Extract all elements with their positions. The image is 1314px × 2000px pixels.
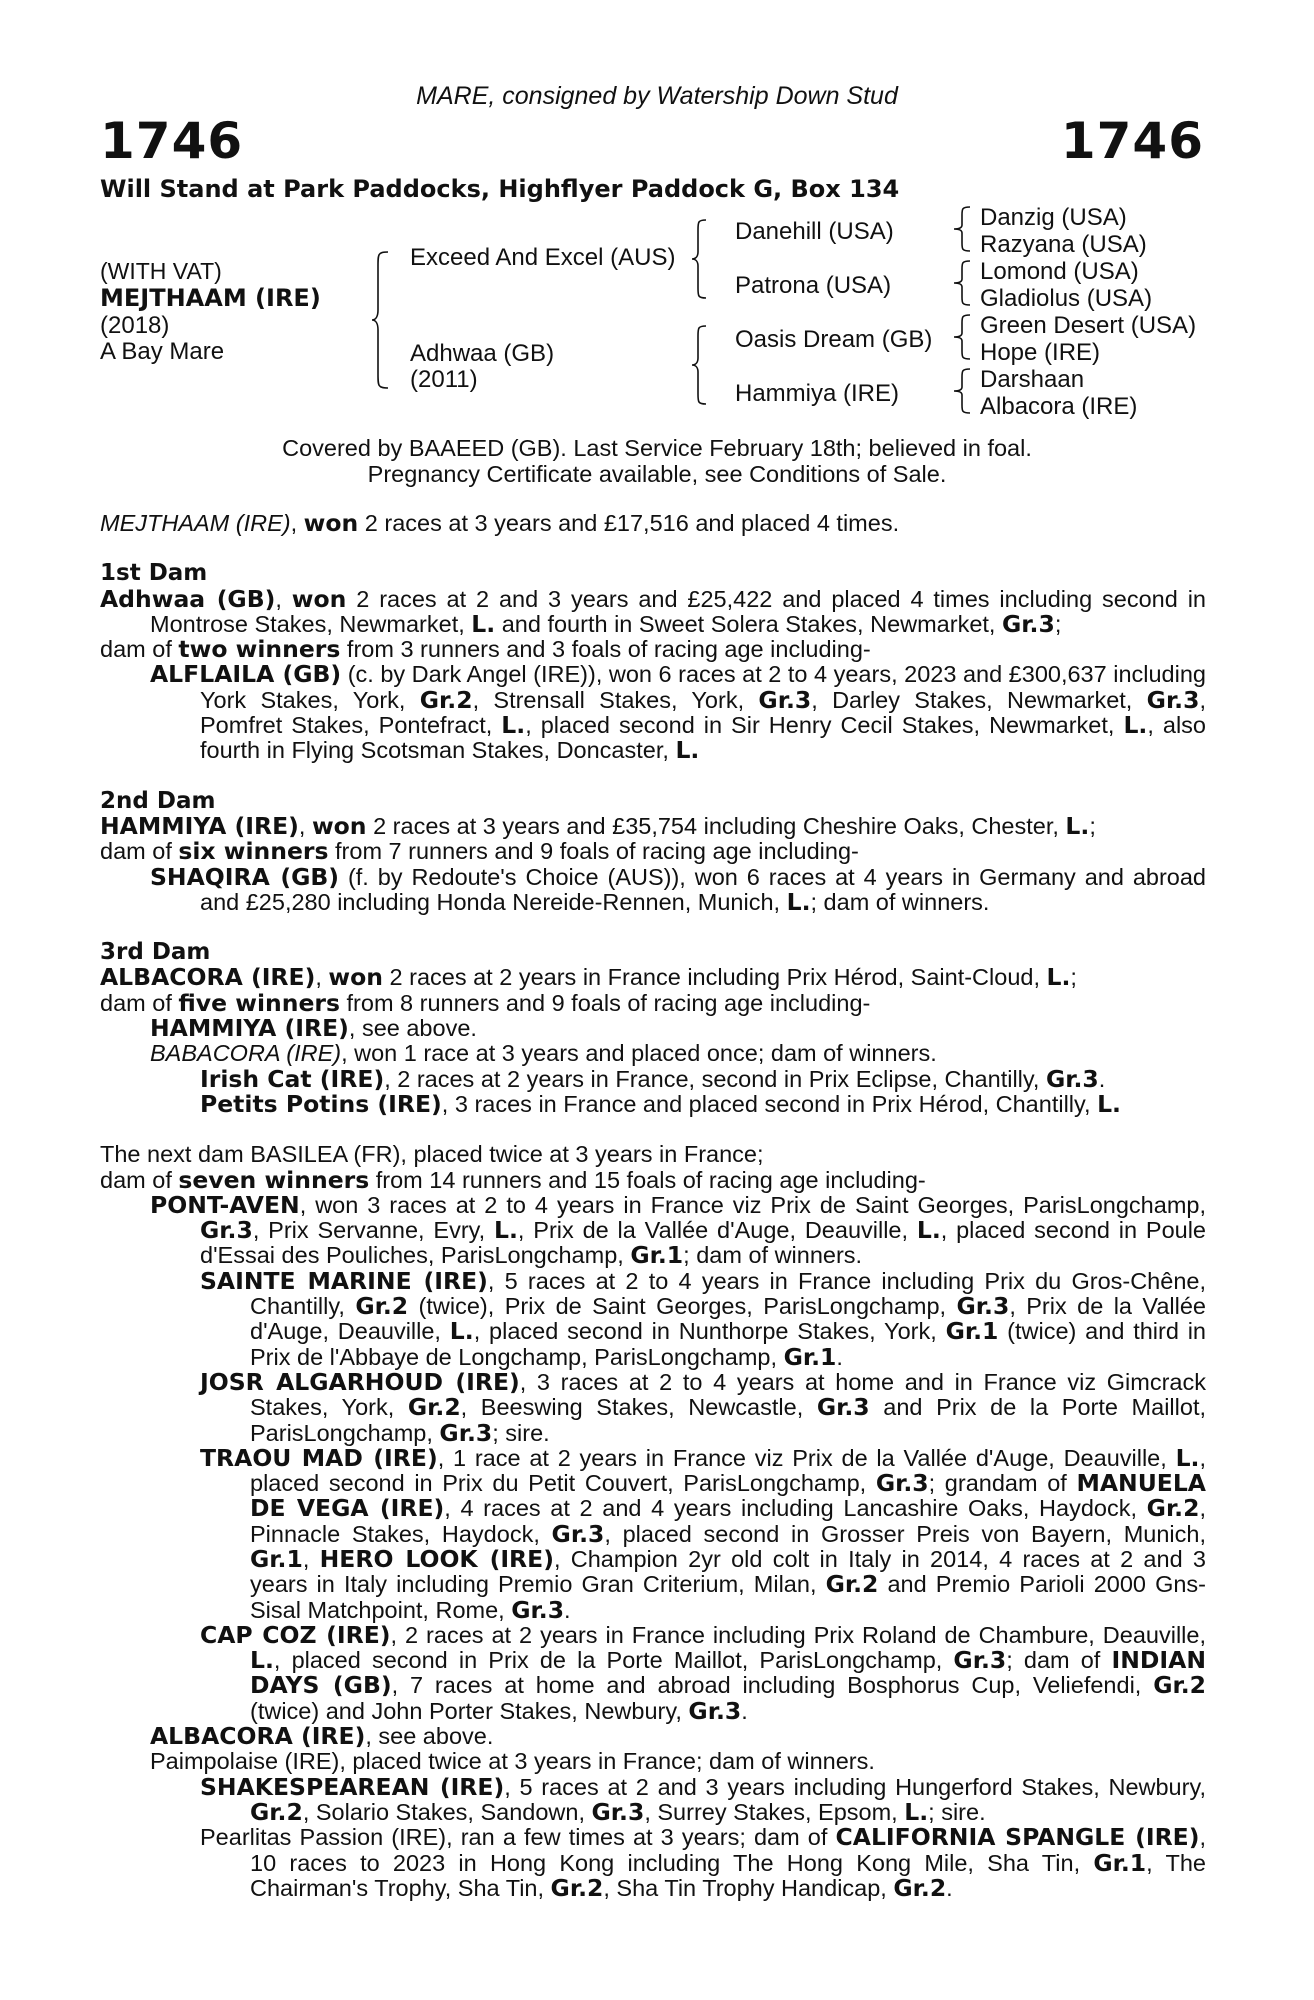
third-dam-record: ALBACORA (IRE), won 2 races at 2 years in France including Prix Hérod, Saint-Cloud, L.;: [100, 963, 1077, 992]
lot-number-left: 1746: [100, 112, 244, 170]
next-dam-intro: The next dam BASILEA (FR), placed twice at 3 years in France;: [100, 1141, 764, 1168]
summary-name: MEJTHAAM (IRE): [100, 510, 291, 536]
progeny-shaqira: SHAQIRA (GB) (f. by Redoute's Choice (AUS)), won 6 races at 4 years in Germany and abroad and £25,280 including Honda Nereide-Rennen, Munich, L.; dam of winners.: [150, 862, 1206, 916]
horse-summary: MEJTHAAM (IRE), won 2 races at 3 years and £17,516 and placed 4 times.: [100, 509, 900, 537]
stand-location: Will Stand at Park Paddocks, Highflyer Paddock G, Box 134: [100, 175, 900, 203]
gen3-dss: Green Desert (USA): [980, 312, 1197, 339]
dam-name: Adhwaa (GB): [410, 340, 555, 367]
gen3-sds: Lomond (USA): [980, 258, 1139, 285]
progeny-cap-coz: CAP COZ (IRE), 2 races at 2 years in France including Prix Roland de Chambure, Deauville, L., placed second in Prix de la Porte Maillot, ParisLongchamp, Gr.3; dam of INDIAN DAYS (GB), 7 races at home and abroad including Bosphorus Cup, Veliefendi, Gr.2 (twice) and John Porter Stakes, Newbury, Gr.3.: [200, 1620, 1207, 1725]
sire-sire: Danehill (USA): [735, 218, 894, 245]
pedigree-brace-dd: [952, 367, 974, 415]
progeny-traou-mad: TRAOU MAD (IRE), 1 race at 2 years in France viz Prix de la Vallée d'Auge, Deauville, L., placed second in Prix du Petit Couvert, ParisLongchamp, Gr.3; grandam of MANUELA DE VEGA (IRE), 4 races at 2 and 4 years including Lancashire Oaks, Haydock, Gr.2, Pinnacle Stakes, Haydock, Gr.3, placed second in Grosser Preis von Bayern, Munich, Gr.1, HERO LOOK (IRE), Champion 2yr old colt in Italy in 2014, 4 races at 2 and 3 years in Italy including Premio Gran Criterium, Milan, Gr.2 and Premio Parioli 2000 Gns-Sisal Matchpoint, Rome, Gr.3.: [200, 1443, 1206, 1624]
pedigree-brace-dam: [690, 324, 710, 406]
first-dam-record: Adhwaa (GB), won 2 races at 2 and 3 years and £25,422 and placed 4 times including second in Montrose Stakes, Newmarket, L. and fourth in Sweet Solera Stakes, Newmarket, Gr.3;: [100, 584, 1206, 638]
sire-dam: Patrona (USA): [735, 272, 892, 299]
lot-number-right: 1746: [1060, 112, 1204, 170]
gen3-dsd: Hope (IRE): [980, 339, 1101, 366]
progeny-sainte-marine: SAINTE MARINE (IRE), 5 races at 2 to 4 years in France including Prix du Gros-Chêne, Chantilly, Gr.2 (twice), Prix de Saint Georges, ParisLongchamp, Gr.3, Prix de la Vallée d'Auge, Deauville, L., placed second in Nunthorpe Stakes, York, Gr.1 (twice) and third in Prix de l'Abbaye de Longchamp, ParisLongchamp, Gr.1.: [200, 1266, 1207, 1371]
progeny-babacora: BABACORA (IRE), won 1 race at 3 years and placed once; dam of winners.: [150, 1040, 937, 1067]
vat-note: (WITH VAT): [100, 258, 222, 284]
pedigree-brace-sd: [952, 259, 974, 307]
horse-year: (2018): [100, 312, 170, 339]
cover-line-1: Covered by BAAEED (GB). Last Service February 18th; believed in foal.: [282, 435, 1032, 461]
pedigree-brace-ss: [952, 205, 974, 253]
pedigree-brace-sire: [690, 218, 710, 300]
horse-description: A Bay Mare: [100, 338, 225, 365]
horse-name: MEJTHAAM (IRE): [100, 284, 321, 312]
third-dam-produce: dam of five winners from 8 runners and 9 foals of racing age including-: [100, 988, 871, 1017]
progeny-petits-potins: Petits Potins (IRE), 3 races in France and placed second in Prix Hérod, Chantilly, L.: [200, 1089, 1121, 1118]
gen3-ddd: Albacora (IRE): [980, 393, 1138, 420]
progeny-josr-algarhoud: JOSR ALGARHOUD (IRE), 3 races at 2 to 4 years at home and in France viz Gimcrack Stakes, York, Gr.2, Beeswing Stakes, Newcastle, Gr.3 and Prix de la Porte Maillot, ParisLongchamp, Gr.3; sire.: [200, 1367, 1206, 1447]
progeny-irish-cat: Irish Cat (IRE), 2 races at 2 years in France, second in Prix Eclipse, Chantilly, Gr.3.: [200, 1064, 1106, 1093]
first-dam-produce: dam of two winners from 3 runners and 3 foals of racing age including-: [100, 635, 871, 664]
progeny-pearlitas-passion: Pearlitas Passion (IRE), ran a few times at 3 years; dam of CALIFORNIA SPANGLE (IRE), 10 races to 2023 in Hong Kong including The Hong Kong Mile, Sha Tin, Gr.1, The Chairman's Trophy, Sha Tin, Gr.2, Sha Tin Trophy Handicap, Gr.2.: [200, 1823, 1206, 1902]
progeny-paimpolaise: Paimpolaise (IRE), placed twice at 3 years in France; dam of winners.: [150, 1748, 875, 1775]
gen3-ssd: Razyana (USA): [980, 231, 1147, 258]
pedigree-brace-main: [370, 250, 392, 390]
second-dam-record: HAMMIYA (IRE), won 2 races at 3 years and £35,754 including Cheshire Oaks, Chester, L.;: [100, 811, 1096, 840]
cover-line-2: Pregnancy Certificate available, see Conditions of Sale.: [367, 461, 947, 487]
dam-dam: Hammiya (IRE): [735, 380, 900, 407]
first-dam-heading: 1st Dam: [100, 560, 208, 587]
next-dam-produce: dam of seven winners from 14 runners and 15 foals of racing age including-: [100, 1165, 926, 1194]
gen3-sdd: Gladiolus (USA): [980, 285, 1153, 312]
progeny-shakespearean: SHAKESPEAREAN (IRE), 5 races at 2 and 3 years including Hungerford Stakes, Newbury, Gr.2, Solario Stakes, Sandown, Gr.3, Surrey Stakes, Epsom, L.; sire.: [200, 1772, 1206, 1826]
catalogue-body: [100, 511, 1206, 1901]
progeny-hammiya: HAMMIYA (IRE), see above.: [150, 1014, 477, 1043]
sire-name: Exceed And Excel (AUS): [410, 244, 676, 271]
dam-sire: Oasis Dream (GB): [735, 326, 933, 353]
progeny-albacora: ALBACORA (IRE), see above.: [150, 1722, 494, 1751]
gen3-dds: Darshaan: [980, 366, 1085, 393]
consignor-line: MARE, consigned by Watership Down Stud: [416, 82, 898, 110]
second-dam-heading: 2nd Dam: [100, 787, 216, 814]
dam-year: (2011): [410, 366, 478, 393]
third-dam-heading: 3rd Dam: [100, 939, 211, 966]
gen3-sss: Danzig (USA): [980, 204, 1127, 231]
progeny-alflaila: ALFLAILA (GB) (c. by Dark Angel (IRE)), won 6 races at 2 to 4 years, 2023 and £300,637 including York Stakes, York, Gr.2, Strensall Stakes, York, Gr.3, Darley Stakes, Newmarket, Gr.3, Pomfret Stakes, Pontefract, L., placed second in Sir Henry Cecil Stakes, Newmarket, L., also fourth in Flying Scotsman Stakes, Doncaster, L.: [150, 660, 1206, 765]
progeny-pont-aven: PONT-AVEN, won 3 races at 2 to 4 years in France viz Prix de Saint Georges, ParisLongchamp, Gr.3, Prix Servanne, Evry, L., Prix de la Vallée d'Auge, Deauville, L., placed second in Poule d'Essai des Pouliches, ParisLongchamp, Gr.1; dam of winners.: [150, 1190, 1207, 1270]
pedigree-brace-ds: [952, 313, 974, 361]
second-dam-produce: dam of six winners from 7 runners and 9 foals of racing age including-: [100, 837, 859, 866]
